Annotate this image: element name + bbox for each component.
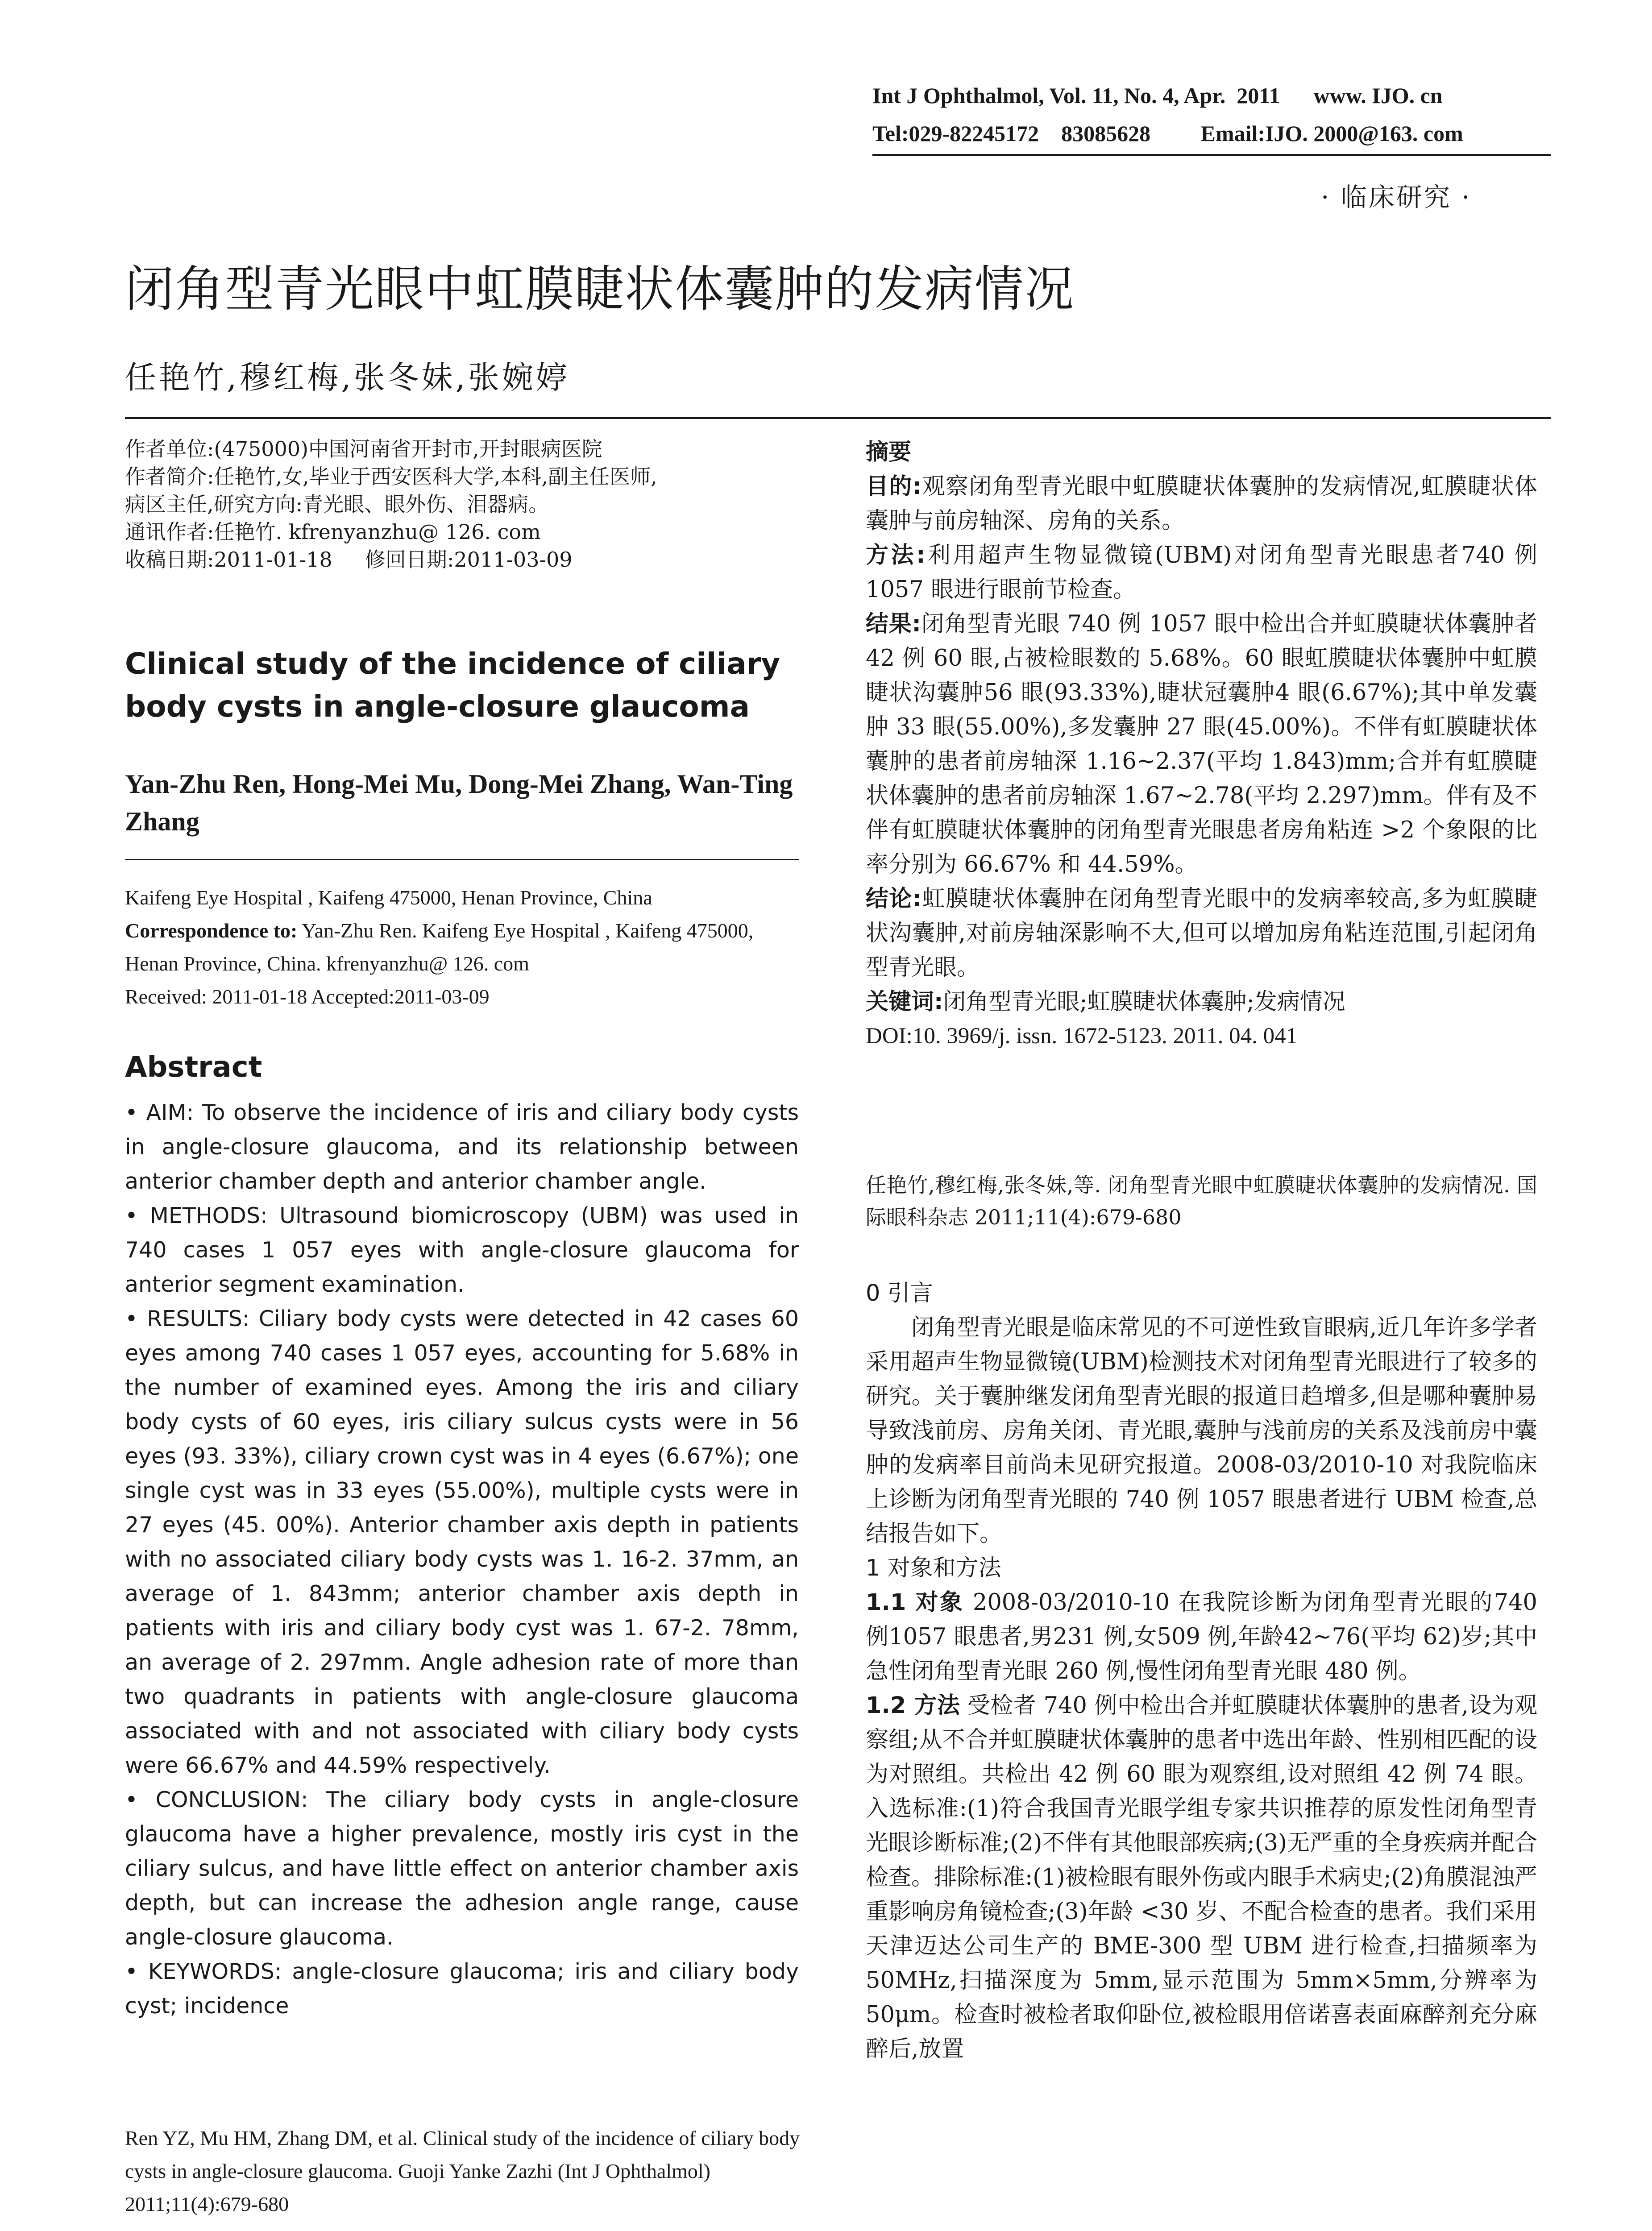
abstract-conclusion: • CONCLUSION: The ciliary body cysts in angle-closure glaucoma have a higher prevalence, mostly iris cyst in the ciliary sulcus, and have little effect on anterior chamber axis depth, but can increase the adhesion angle range, cause angle-closure glaucoma. bbox=[125, 1787, 799, 1950]
abstract-cn-keywords bbox=[866, 985, 1537, 1019]
title-rule bbox=[125, 417, 1551, 419]
abstract-cn-results bbox=[866, 607, 1537, 882]
abstract-aim: • AIM: To observe the incidence of iris and ciliary body cysts in angle-closure glaucoma, and its relationship between anterior chamber depth and anterior chamber angle. bbox=[125, 1100, 799, 1194]
info-bio-cont: 病区主任,研究方向:青光眼、眼外伤、泪器病。 bbox=[125, 492, 549, 516]
citation-en: Ren YZ, Mu HM, Zhang DM, et al. Clinical study of the incidence of ciliary body cysts in angle-closure glaucoma. Guoji Yanke Zazhi (Int J Ophthalmol) 2011;11(4):679-680 bbox=[125, 2127, 800, 2215]
methods-heading: 1 对象和方法 bbox=[866, 1555, 1001, 1581]
abstract-cn bbox=[866, 435, 1537, 1053]
intro-heading: 0 引言 bbox=[866, 1280, 933, 1306]
author-info-block bbox=[125, 435, 657, 573]
abstract-results: • RESULTS: Ciliary body cysts were detected in 42 cases 60 eyes among 740 cases 1 057 eyes, accounting for 5.68% in the number of examined eyes. Among the iris and ciliary body cysts of 60 eyes, iris ciliary sulcus cysts were in 56 eyes (93. 33%), ciliary crown cyst was in 4 eyes (6.67%); one single cyst was in 33 eyes (55.00%), multiple cysts were in 27 eyes (45. 00%). Anterior chamber axis depth in patients with no associated ciliary body cysts was 1. 16-2. 37mm, an average of 1. 843mm; anterior chamber axis depth in patients with iris and ciliary body cyst was 1. 67-2. 78mm, an average of 2. 297mm. Angle adhesion rate of more than two quadrants in patients with angle-closure glaucoma associated with and not associated with ciliary body cysts were 66.67% and 44.59% respectively. bbox=[125, 1306, 799, 1778]
info-dates: 收稿日期:2011-01-18 修回日期:2011-03-09 bbox=[125, 547, 573, 572]
info-bio: 作者简介:任艳竹,女,毕业于西安医科大学,本科,副主任医师, bbox=[125, 464, 657, 489]
corr-label: Correspondence to: bbox=[125, 919, 298, 942]
title-en: Clinical study of the incidence of ciliary body cysts in angle-closure glaucoma bbox=[125, 647, 780, 724]
abstract-keywords: • KEYWORDS: angle-closure glaucoma; iris and ciliary body cyst; incidence bbox=[125, 1959, 799, 2019]
affil-dates: Received: 2011-01-18 Accepted:2011-03-09 bbox=[125, 985, 490, 1008]
intro-paragraph: 闭角型青光眼是临床常见的不可逆性致盲眼病,近几年许多学者采用超声生物显微镜(UBM)检测技术对闭角型青光眼进行了较多的研究。关于囊肿继发闭角型青光眼的报道日趋增多,但是哪种囊肿易导致浅前房、房角关闭、青光眼,囊肿与浅前房的关系及浅前房中囊肿的发病率目前尚未见研究报道。2008-03/2010-10 对我院临床上诊断为闭角型青光眼的 740 例 1057 眼患者进行 UBM 检查,总结报告如下。 bbox=[866, 1315, 1537, 1547]
abstract-heading-en: Abstract bbox=[125, 1051, 262, 1084]
info-corr: 通讯作者:任艳竹. kfrenyanzhu@ 126. com bbox=[125, 520, 541, 544]
info-unit: 作者单位:(475000)中国河南省开封市,开封眼病医院 bbox=[125, 437, 602, 461]
journal-header-line: Int J Ophthalmol, Vol. 11, No. 4, Apr. 2011 www. IJO. cn bbox=[872, 83, 1443, 108]
header-rule bbox=[872, 154, 1551, 156]
abstract-cn-methods bbox=[866, 538, 1537, 607]
authors-en-rule bbox=[125, 859, 799, 860]
section-1-2-text: 受检者 740 例中检出合并虹膜睫状体囊肿的患者,设为观察组;从不合并虹膜睫状体囊肿的患者中选出年龄、性别相匹配的设为对照组。共检出 42 例 60 眼为观察组,设对照组 42 例 74 眼。入选标准:(1)符合我国青光眼学组专家共识推荐的原发性闭角型青光眼诊断标准;(2)不伴有其他眼部疾病;(3)无严重的全身疾病并配合检查。排除标准:(1)被检眼有眼外伤或内眼手术病史;(2)角膜混浊严重影响房角镜检查;(3)年龄 <30 岁、不配合检查的患者。我们采用天津迈达公司生产的 BME-300 型 UBM 进行检查,扫描频率为 50MHz,扫描深度为 5mm,显示范围为 5mm×5mm,分辨率为 50μm。检查时被检者取仰卧位,被检眼用倍诺喜表面麻醉剂充分麻醉后,放置 bbox=[866, 1692, 1537, 2062]
results-label: 结果: bbox=[866, 611, 921, 637]
abstract-en bbox=[125, 1095, 799, 2023]
abstract-heading-cn: 摘要 bbox=[866, 439, 912, 465]
citation-cn: 任艳竹,穆红梅,张冬妹,等. 闭角型青光眼中虹膜睫状体囊肿的发病情况. 国际眼科杂志 2011;11(4):679-680 bbox=[866, 1173, 1537, 1229]
journal-contact-line: Tel:029-82245172 83085628 Email:IJO. 2000@163. com bbox=[872, 121, 1463, 146]
section-1-1-text: 2008-03/2010-10 在我院诊断为闭角型青光眼的740 例1057 眼患者,男231 例,女509 例,年龄42~76(平均 62)岁;其中急性闭角型青光眼 260 例,慢性闭角型青光眼 480 例。 bbox=[866, 1589, 1537, 1684]
conclusion-label: 结论: bbox=[866, 886, 922, 912]
section-tag: · 临床研究 · bbox=[1321, 182, 1472, 212]
page-title: 闭角型青光眼中虹膜睫状体囊肿的发病情况 bbox=[125, 261, 1075, 318]
section-1-1 bbox=[866, 1585, 1537, 1688]
keywords-text: 闭角型青光眼;虹膜睫状体囊肿;发病情况 bbox=[943, 989, 1345, 1015]
section-1-2-label: 1.2 方法 bbox=[866, 1692, 960, 1719]
aim-label: 目的: bbox=[866, 473, 922, 500]
abstract-cn-conclusion bbox=[866, 882, 1537, 985]
affil-hospital: Kaifeng Eye Hospital , Kaifeng 475000, Henan Province, China bbox=[125, 886, 652, 909]
section-1-1-label: 1.1 对象 bbox=[866, 1589, 964, 1616]
doi: DOI:10. 3969/j. issn. 1672-5123. 2011. 04. 041 bbox=[866, 1024, 1298, 1049]
results-text: 闭角型青光眼 740 例 1057 眼中检出合并虹膜睫状体囊肿者 42 例 60 眼,占被检眼数的 5.68%。60 眼虹膜睫状体囊肿中虹膜睫状沟囊肿56 眼(93.33%),睫状冠囊肿4 眼(6.67%);其中单发囊肿 33 眼(55.00%),多发囊肿 27 眼(45.00%)。不伴有虹膜睫状体囊肿的患者前房轴深 1.16~2.37(平均 1.843)mm;合并有虹膜睫状体囊肿的患者前房轴深 1.67~2.78(平均 2.297)mm。伴有及不伴有虹膜睫状体囊肿的闭角型青光眼患者房角粘连 >2 个象限的比率分别为 66.67% 和 44.59%。 bbox=[866, 611, 1537, 878]
methods-label: 方法: bbox=[866, 542, 926, 568]
corr-text: Yan-Zhu Ren. Kaifeng Eye Hospital , Kaifeng 475000, Henan Province, China. kfrenyanzhu@ 126. com bbox=[125, 919, 754, 975]
body-cn bbox=[866, 1276, 1537, 2066]
authors-en: Yan-Zhu Ren, Hong-Mei Mu, Dong-Mei Zhang, Wan-Ting Zhang bbox=[125, 769, 793, 836]
keywords-label: 关键词: bbox=[866, 989, 943, 1015]
affil-correspondence bbox=[125, 914, 808, 980]
abstract-methods: • METHODS: Ultrasound biomicroscopy (UBM) was used in 740 cases 1 057 eyes with angle-closure glaucoma for anterior segment examination. bbox=[125, 1203, 799, 1297]
section-1-2 bbox=[866, 1688, 1537, 2066]
affiliation-en bbox=[125, 881, 808, 1013]
conclusion-text: 虹膜睫状体囊肿在闭角型青光眼中的发病率较高,多为虹膜睫状沟囊肿,对前房轴深影响不大,但可以增加房角粘连范围,引起闭角型青光眼。 bbox=[866, 886, 1537, 981]
aim-text: 观察闭角型青光眼中虹膜睫状体囊肿的发病情况,虹膜睫状体囊肿与前房轴深、房角的关系。 bbox=[866, 473, 1537, 534]
methods-text: 利用超声生物显微镜(UBM)对闭角型青光眼患者740 例 1057 眼进行眼前节检查。 bbox=[866, 542, 1538, 603]
authors-cn: 任艳竹,穆红梅,张冬妹,张婉婷 bbox=[125, 359, 570, 396]
abstract-cn-aim bbox=[866, 469, 1537, 538]
